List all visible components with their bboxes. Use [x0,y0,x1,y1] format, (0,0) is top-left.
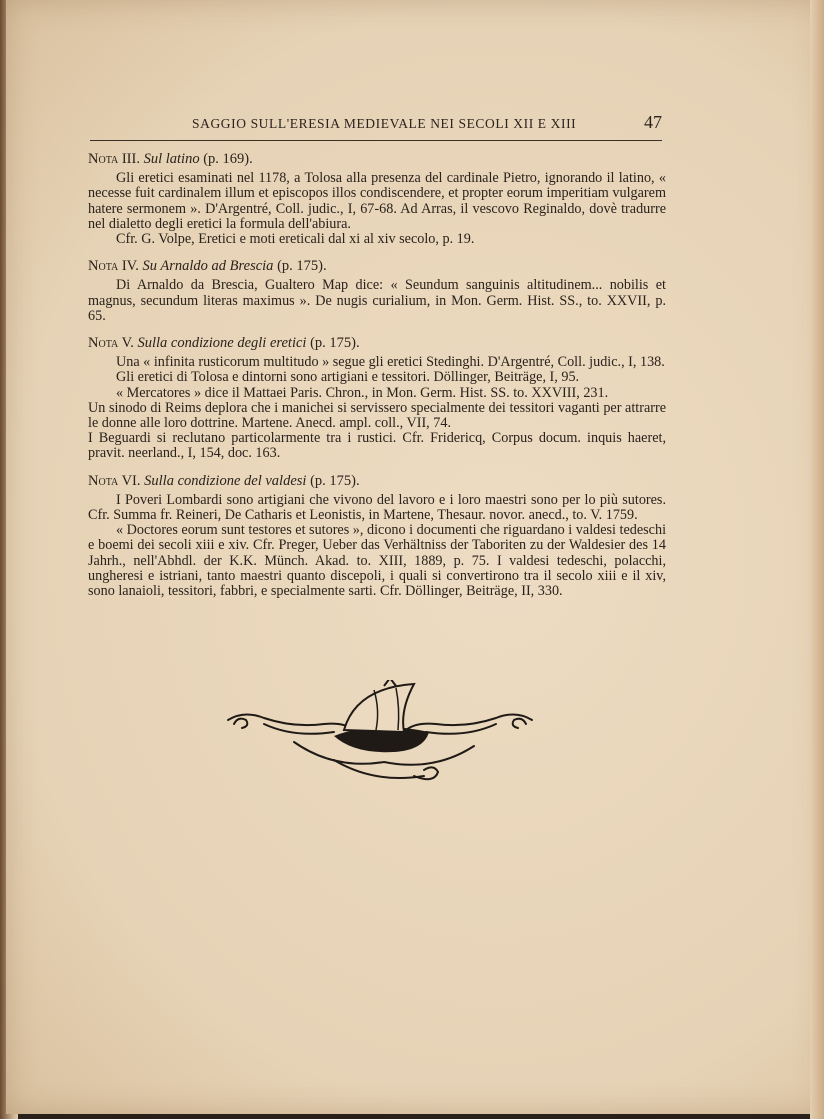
note-heading [88,152,666,167]
note-ref: (p. 175). [277,258,327,275]
note-paragraph: Un sinodo di Reims deplora che i manichei si servissero specialmente dei tessitori vaganti per attrarre le donne alle loro dottrine. Martene. Anecd. ampl. coll., VII, 74. [88,399,666,432]
note-paragraph: « Doctores eorum sunt testores et sutores », dicono i documenti che riguardano i valdesi tedeschi e boemi dei secoli xiii e xiv. Cfr. Preger, Ueber das Verhältniss der Taboriten zu der Waldesier des 14 Jahrh., nell'Abhdl. der K.K. Münch. Akad. to. XIII, 1889, p. 75. I valdesi tedeschi, polacchi, ungheresi e istriani, tanto maestri quanto discepoli, i quali si convertirono tra il secolo xiii e il xiv, sono lanaioli, tessitori, fabbri, e specialmente sarti. Cfr. Döllinger, Beiträge, II, 330. [88,522,667,600]
note-paragraph: I Poveri Lombardi sono artigiani che vivono del lavoro e i loro maestri sono per lo più sutores. Cfr. Summa fr. Reineri, De Catharis et Leonistis, in Martene, Thesaur. novor. anecd., to. V. 1759. [88,491,666,524]
note-ref: (p. 175). [310,335,360,352]
running-header [90,112,662,141]
note-title: Sulla condizione del valdesi [144,472,307,489]
page-number: 47 [644,112,662,132]
note-paragraph: « Mercatores » dice il Mattaei Paris. Chron., in Mon. Germ. Hist. SS. to. XXVIII, 231. [116,384,609,401]
note-label: Nota V. [88,335,134,352]
note-title: Su Arnaldo ad Brescia [142,258,274,275]
note-paragraph: Di Arnaldo da Brescia, Gualtero Map dice: « Seundum sanguinis altitudinem... nobilis et magnus, secundum literas maximus ». De nugis curialium, in Mon. Germ. Hist. SS., to. XXVII, p. 65. [88,277,666,324]
note-ref: (p. 175). [310,472,360,489]
note-paragraph: I Beguardi si reclutano particolarmente tra i rustici. Cfr. Fridericq, Corpus docum. inquis haeret, pravit. neerland., I, 154, doc. 163. [88,430,666,462]
note-paragraph: Una « infinita rusticorum multitudo » segue gli eretici Stedinghi. D'Argentré, Coll. judic., I, 138. [116,354,665,371]
running-title: SAGGIO SULL'ERESIA MEDIEVALE NEI SECOLI XII E XIII [192,116,577,131]
note-label: Nota IV. [88,258,139,275]
note-heading [88,336,666,351]
note-ref: (p. 169). [203,151,253,167]
note-paragraph: Gli eretici esaminati nel 1178, a Tolosa alla presenza del cardinale Pietro, ignorando il latino, « necesse fuit cardinalem illum et episcopos illos condiscendere, et propter eorum imperitiam vulgarem hatere sermonem ». D'Argentré, Coll. judic., I, 67-68. Ad Arras, il vescovo Reginaldo, dovè tradurre nel dialetto degli eretici la formula dell'abiura. [88,170,666,232]
note-paragraph: Cfr. G. Volpe, Eretici e moti ereticali dal xi al xiv secolo, p. 19. [116,231,475,248]
note-label: Nota VI. [88,472,141,489]
note-heading [88,259,666,274]
note-title: Sulla condizione degli eretici [137,335,307,352]
notes-body [88,152,666,599]
page-edge [810,0,824,1119]
note-paragraph: Gli eretici di Tolosa e dintorni sono artigiani e tessitori. Döllinger, Beiträge, I, 95. [116,369,580,386]
note-heading [88,474,666,489]
ship-on-waves-icon [224,680,536,790]
note-title: Sul latino [143,151,200,167]
note-label: Nota III. [88,151,140,167]
